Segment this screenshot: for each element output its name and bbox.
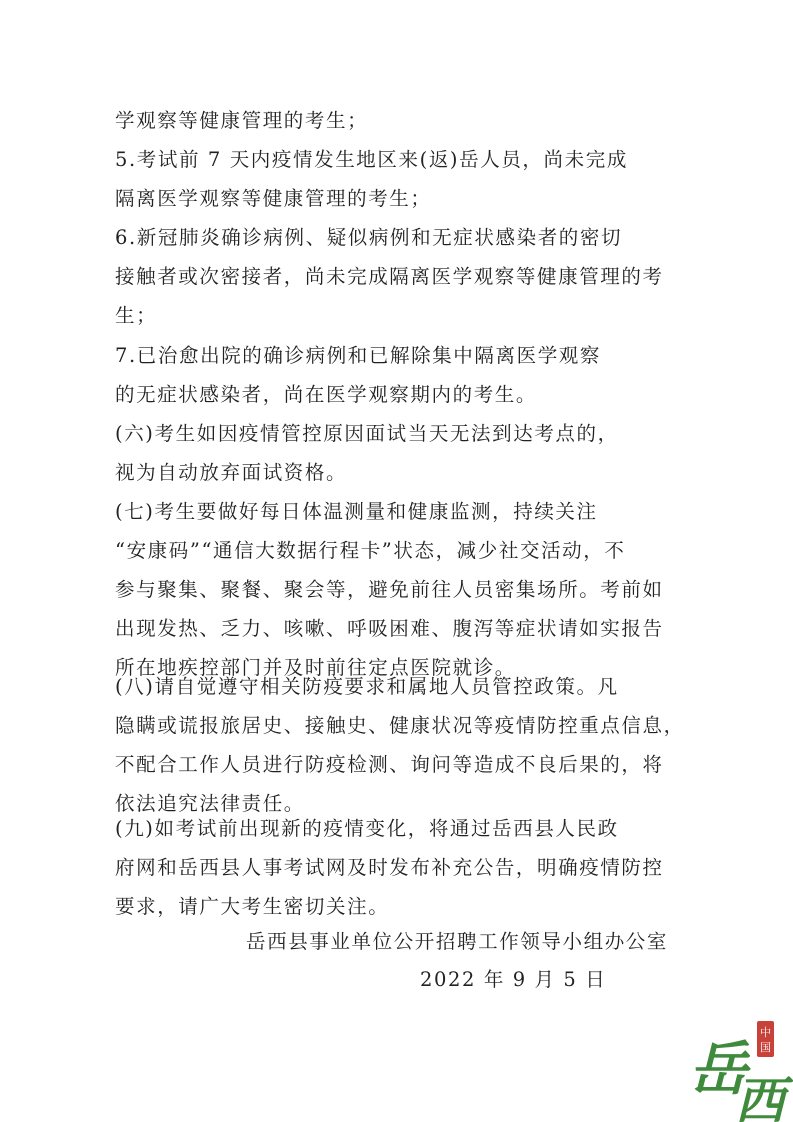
paragraph-section-8: [115, 667, 685, 823]
text-line: 接触者或次密接者，尚未完成隔离医学观察等健康管理的考: [115, 265, 664, 288]
signature-date: 2022 年 9 月 5 日: [420, 968, 607, 991]
yuexi-logo: [683, 1017, 793, 1122]
paragraph-section-7: [115, 492, 675, 687]
text-line: 6.新冠肺炎确诊病例、疑似病例和无症状感染者的密切: [115, 226, 623, 249]
text-line: (九)如考试前出现新的疫情变化，将通过岳西县人民政: [115, 817, 619, 840]
text-line: 依法追究法律责任。: [115, 792, 305, 815]
text-line: 不配合工作人员进行防疫检测、询问等造成不良后果的，将: [115, 753, 664, 776]
paragraph-section-6: [115, 414, 675, 492]
paragraph-item-7: [115, 336, 675, 414]
text-line: 隐瞒或谎报旅居史、接触史、健康状况等疫情防控重点信息，: [115, 714, 685, 737]
seal-char-1: 中: [760, 1026, 771, 1039]
text-line: (八)请自觉遵守相关防疫要求和属地人员管控政策。凡: [115, 675, 619, 698]
text-line: 出现发热、乏力、咳嗽、呼吸困难、腹泻等症状请如实报告: [115, 617, 664, 640]
signature-organization: 岳西县事业单位公开招聘工作领导小组办公室: [246, 930, 669, 953]
text-line: 要求，请广大考生密切关注。: [115, 895, 390, 918]
text-line: (七)考生要做好每日体温测量和健康监测，持续关注: [115, 500, 598, 523]
text-line: 参与聚集、聚餐、聚会等，避免前往人员密集场所。考前如: [115, 578, 664, 601]
paragraph-item-6: [115, 218, 675, 335]
text-line: 府网和岳西县人事考试网及时发布补充公告，明确疫情防控: [115, 856, 664, 879]
paragraph-section-9: [115, 809, 675, 926]
paragraph-item-5: [115, 140, 675, 218]
text-line: 学观察等健康管理的考生；: [115, 109, 369, 132]
text-line: 的无症状感染者，尚在医学观察期内的考生。: [115, 383, 538, 406]
text-line: 生；: [115, 304, 158, 327]
text-line: 7.已治愈出院的确诊病例和已解除集中隔离医学观察: [115, 344, 602, 367]
text-line: 隔离医学观察等健康管理的考生；: [115, 187, 432, 210]
text-line: 所在地疾控部门并及时前往定点医院就诊。: [115, 656, 516, 679]
paragraph-intro: [115, 101, 675, 140]
seal-char-2: 国: [760, 1041, 771, 1054]
text-line: 视为自动放弃面试资格。: [115, 461, 348, 484]
text-line: “安康码”“通信大数据行程卡”状态，减少社交活动，不: [115, 539, 626, 562]
logo-char-xi: 西: [735, 1073, 785, 1122]
logo-char-yue: 岳: [689, 1037, 748, 1102]
text-line: 5.考试前 7 天内疫情发生地区来(返)岳人员，尚未完成: [115, 148, 628, 171]
text-line: (六)考生如因疫情管控原因面试当天无法到达考点的，: [115, 422, 619, 445]
